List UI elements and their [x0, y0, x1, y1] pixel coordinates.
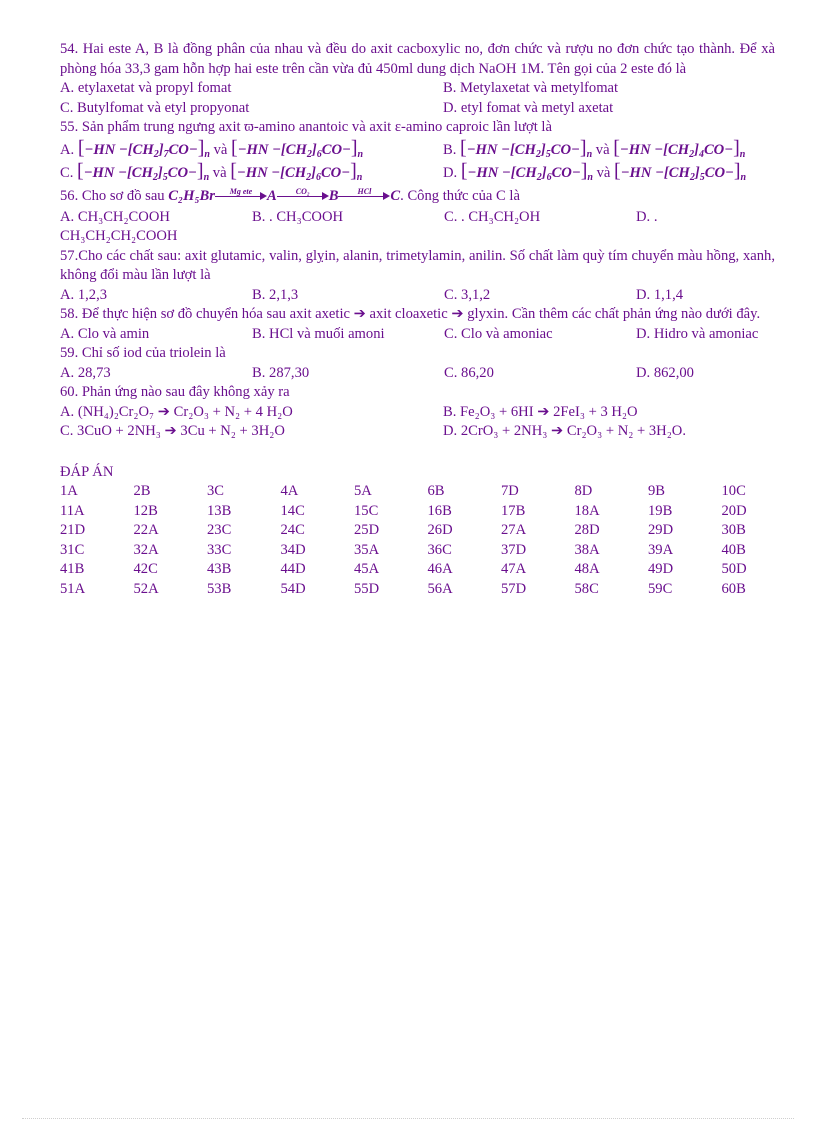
q58-option-c: C. Clo và amoniac: [444, 325, 553, 342]
answer-cell: 56A: [427, 580, 453, 597]
answer-cell: 48A: [574, 561, 600, 578]
q57-options-row: [60, 286, 775, 306]
answer-cell: 29D: [648, 522, 674, 539]
answer-cell: 50D: [721, 561, 747, 578]
answer-cell: 1A: [60, 483, 78, 499]
q54-stem: 54. Hai este A, B là đồng phân của nhau và đều do axit cacboxylic no, đơn chức và rượu no đơn chức tạo thành. Để xà phòng hóa 33,3 gam hỗn hợp hai este trên cần vừa đủ 450ml dung dịch NaOH 1M. Tên gọi của 2 este đó là: [60, 41, 775, 77]
q56-stem: 56. Cho sơ đồ sau C₂H₅Br Mg ete A CO₂ B HCl C. Công thức của C là: [60, 187, 520, 204]
q59-option-c: C. 86,20: [444, 364, 494, 381]
answer-cell: 12B: [133, 502, 158, 519]
answer-cell: 3C: [207, 483, 225, 499]
q60-options-row1: [60, 403, 775, 423]
answer-cell: 46A: [427, 561, 453, 578]
q59-options-row: [60, 364, 775, 384]
answer-cell: 35A: [354, 541, 380, 558]
q56-start-compound: C₂H₅Br: [168, 187, 215, 204]
q58-option-a: A. Clo và amin: [60, 325, 150, 342]
q55-stem: 55. Sản phẩm trung ngưng axit ϖ-amino anantoic và axit ε-amino caproic lần lượt là: [60, 119, 552, 135]
answer-cell: 36C: [427, 541, 452, 558]
q54-options-row1: [60, 79, 775, 99]
q55-options-row2: [60, 161, 775, 184]
q60-option-d: D. 2CrO₃ + 2NH₃ ➔ Cr₂O₃ + N₂ + 3H₂O.: [443, 423, 686, 439]
q58-stem: 58. Để thực hiện sơ đồ chuyển hóa sau axit axetic ➔ axit cloaxetic ➔ glyxin. Cần thêm các chất phản ứng nào dưới đây.: [60, 306, 761, 322]
answer-cell: 41B: [60, 561, 85, 578]
answer-cell: 17B: [501, 502, 526, 519]
answer-cell: 2B: [133, 483, 151, 499]
answer-cell: 5A: [354, 483, 372, 499]
q60-option-c: C. 3CuO + 2NH₃ ➔ 3Cu + N₂ + 3H₂O: [60, 423, 285, 439]
q56-option-a: A. CH₃CH₂COOH: [60, 208, 170, 225]
answer-cell: 15C: [354, 502, 379, 519]
answer-cell: 24C: [280, 522, 305, 539]
answer-cell: 33C: [207, 541, 232, 558]
answer-cell: 7D: [501, 483, 519, 499]
answer-cell: 6B: [427, 483, 445, 499]
q56-option-c: C. . CH₃CH₂OH: [444, 208, 541, 225]
answer-cell: 32A: [133, 541, 159, 558]
q57-option-d: D. 1,1,4: [636, 286, 684, 303]
answer-cell: 51A: [60, 580, 86, 597]
answer-cell: 18A: [574, 502, 600, 519]
answer-cell: 47A: [501, 561, 527, 578]
answer-cell: 55D: [354, 580, 380, 597]
q57-option-c: C. 3,1,2: [444, 286, 491, 303]
answer-cell: 9B: [648, 483, 666, 499]
answer-cell: 39A: [648, 541, 674, 558]
answer-cell: 26D: [427, 522, 453, 539]
q54-option-a: A. etylaxetat và propyl fomat: [60, 80, 232, 96]
answer-cell: 30B: [721, 522, 746, 539]
answer-cell: 19B: [648, 502, 673, 519]
answer-cell: 22A: [133, 522, 159, 539]
answer-cell: 16B: [427, 502, 452, 519]
q55-option-b: B. $[-HN -[CH_2]_5CO-]_n$ và $[-HN -[CH_2]_4CO-]_n$: [443, 136, 746, 160]
answers-grid: [60, 482, 775, 600]
q56-arrow-3: HCl: [338, 189, 390, 203]
q55-options-row1: [60, 138, 775, 161]
answer-cell: 54D: [280, 580, 306, 597]
answer-cell: 60B: [721, 580, 746, 597]
q59-option-d: D. 862,00: [636, 364, 694, 381]
answer-cell: 58C: [574, 580, 599, 597]
answer-cell: 53B: [207, 580, 232, 597]
answer-cell: 10C: [721, 483, 746, 499]
q60-stem: 60. Phản ứng nào sau đây không xảy ra: [60, 384, 290, 400]
q56-option-b: B. . CH₃COOH: [252, 208, 344, 225]
q54-option-b: B. Metylaxetat và metylfomat: [443, 80, 619, 96]
q60-option-a: A. (NH₄)₂Cr₂O₇ ➔ Cr₂O₃ + N₂ + 4 H₂O: [60, 403, 293, 420]
q56-arrow-1: Mg ete: [215, 189, 267, 203]
q56-option-d: D. .: [636, 208, 658, 225]
answer-cell: 38A: [574, 541, 600, 558]
q56-option-d-cont: CH₃CH₂CH₂COOH: [60, 228, 178, 244]
q57-stem: 57.Cho các chất sau: axit glutamic, valin, glỵin, alanin, trimetylamin, anilin. Số chất làm quỳ tím chuyển màu hồng, xanh, không đổi màu lần lượt là: [60, 247, 775, 283]
q55-option-a: A. $[-HN -[CH_2]_7CO-]_n$ và $[-HN -[CH_2]_6CO-]_n$: [60, 136, 364, 160]
answer-cell: 4A: [280, 483, 299, 499]
answer-cell: 43B: [207, 561, 232, 578]
answer-cell: 13B: [207, 502, 232, 519]
answer-cell: 8D: [574, 483, 593, 499]
q54-option-d: D. etyl fomat và metyl axetat: [443, 99, 614, 116]
answer-cell: 49D: [648, 561, 674, 578]
answer-cell: 34D: [280, 541, 306, 558]
answers-title: ĐÁP ÁN: [60, 463, 114, 480]
answer-cell: 52A: [133, 580, 159, 597]
answer-cell: 21D: [60, 522, 86, 539]
q59-option-a: A. 28,73: [60, 364, 111, 381]
answer-cell: 23C: [207, 522, 232, 539]
q55-option-d: D. $[-HN -[CH_2]_6CO-]_n$ và $[-HN -[CH_2]_5CO-]_n$: [443, 159, 747, 183]
answer-cell: 25D: [354, 522, 380, 539]
answer-cell: 59C: [648, 580, 673, 597]
page-bottom-divider: [22, 1118, 794, 1119]
answer-cell: 31C: [60, 541, 85, 558]
answer-cell: 14C: [280, 502, 305, 519]
answer-cell: 27A: [501, 522, 527, 539]
answer-cell: 28D: [574, 522, 600, 539]
q59-stem: 59. Chỉ số iod của triolein là: [60, 345, 226, 361]
answer-cell: 44D: [280, 561, 306, 578]
document-page: [60, 40, 775, 600]
answer-cell: 45A: [354, 561, 380, 578]
q58-option-d: D. Hidro và amoniac: [636, 325, 759, 342]
q56-arrow-2: CO₂: [277, 189, 329, 203]
q58-options-row: [60, 325, 775, 345]
q57-option-b: B. 2,1,3: [252, 286, 299, 303]
answer-cell: 11A: [60, 502, 85, 519]
q54-options-row2: [60, 99, 775, 119]
q59-option-b: B. 287,30: [252, 364, 310, 381]
q56-options-row: [60, 208, 775, 228]
answer-cell: 42C: [133, 561, 158, 578]
q60-option-b: B. Fe₂O₃ + 6HI ➔ 2FeI₃ + 3 H₂O: [443, 403, 638, 420]
q60-options-row2: [60, 422, 775, 442]
q55-option-c: C. $[-HN -[CH_2]_5CO-]_n$ và $[-HN -[CH_2]_6CO-]_n$: [60, 159, 363, 183]
q57-option-a: A. 1,2,3: [60, 286, 108, 303]
q58-option-b: B. HCl và muối amoni: [252, 325, 385, 342]
answer-cell: 20D: [721, 502, 747, 519]
answer-cell: 40B: [721, 541, 746, 558]
answer-cell: 37D: [501, 541, 527, 558]
q54-option-c: C. Butylfomat và etyl propyonat: [60, 99, 250, 116]
answer-cell: 57D: [501, 580, 527, 597]
